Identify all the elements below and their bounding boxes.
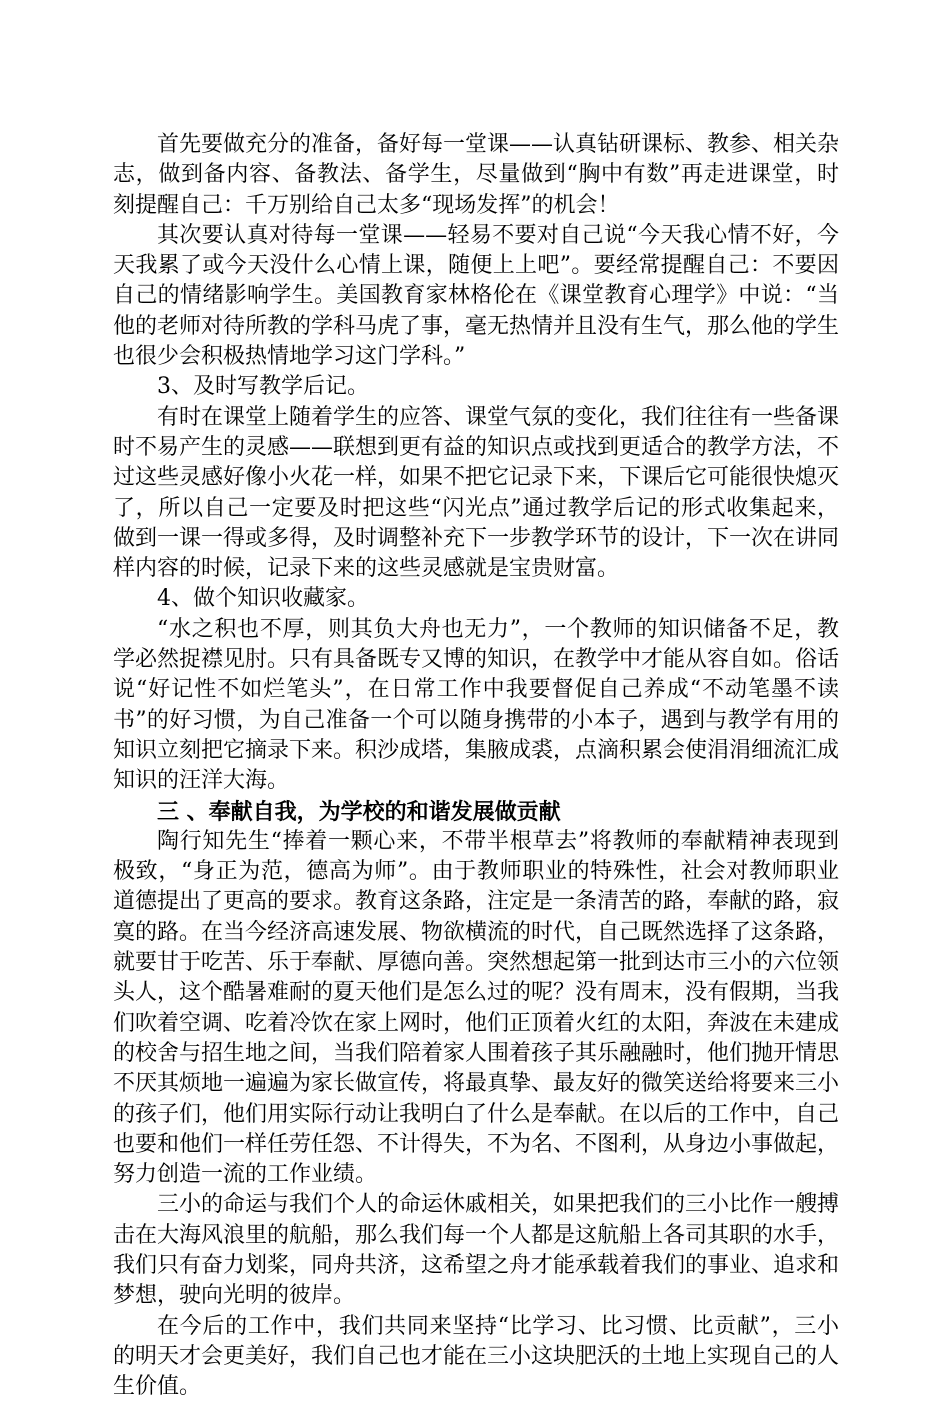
document-page	[113, 130, 839, 1402]
paragraph-inspiration: 有时在课堂上随着学生的应答、课堂气氛的变化，我们往往有一些备课时不易产生的灵感——联想到更有益的知识点或找到更适合的教学方法，不过这些灵感好像小火花一样，如果不把它记录下来，下课后它可能很快熄灭了，所以自己一定要及时把这些“闪光点”通过教学后记的形式收集起来，做到一课一得或多得，及时调整补充下一步教学环节的设计，下一次在讲同样内容的时候，记录下来的这些灵感就是宝贵财富。	[113, 404, 840, 582]
paragraph-item-3: 3、及时写教学后记。	[157, 374, 369, 400]
paragraph-future: 在今后的工作中，我们共同来坚持“比学习、比习惯、比贡献”，三小的明天才会更美好，我们自己也才能在三小这块肥沃的土地上实现自己的人生价值。	[113, 1313, 840, 1400]
paragraph-tao-xingzhi: 陶行知先生“捧着一颗心来，不带半根草去”将教师的奉献精神表现到极致，“身正为范，德高为师”。由于教师职业的特殊性，社会对教师职业道德提出了更高的要求。教育这条路，注定是一条清苦的路，奉献的路，寂寞的路。在当今经济高速发展、物欲横流的时代，自己既然选择了这条路，就要甘于吃苦、乐于奉献、厚德向善。突然想起第一批到达市三小的六位领头人，这个酷暑难耐的夏天他们是怎么过的呢？没有周末，没有假期，当我们吹着空调、吃着冷饮在家上网时，他们正顶着火红的太阳，奔波在未建成的校舍与招生地之间，当我们陪着家人围着孩子其乐融融时，他们抛开情思不厌其烦地一遍遍为家长做宣传，将最真挚、最友好的微笑送给将要来三小的孩子们，他们用实际行动让我明白了什么是奉献。在以后的工作中，自己也要和他们一样任劳任怨、不计得失，不为名、不图利，从身边小事做起，努力创造一流的工作业绩。	[113, 828, 840, 1188]
paragraph-each-lesson: 其次要认真对待每一堂课——轻易不要对自己说“今天我心情不好，今天我累了或今天没什么心情上课，随便上上吧”。要经常提醒自己：不要因自己的情绪影响学生。美国教育家林格伦在《课堂教育心理学》中说：“当他的老师对待所教的学科马虎了事，毫无热情并且没有生气，那么他的学生也很少会积极热情地学习这门学科。”	[113, 222, 840, 370]
paragraph-knowledge: “水之积也不厚，则其负大舟也无力”，一个教师的知识储备不足，教学必然捉襟见肘。只有具备既专又博的知识，在教学中才能从容自如。俗话说“好记性不如烂笔头”，在日常工作中我要督促自己养成“不动笔墨不读书”的好习惯，为自己准备一个可以随身携带的小本子，遇到与教学有用的知识立刻把它摘录下来。积沙成塔，集腋成裘，点滴积累会使涓涓细流汇成知识的汪洋大海。	[113, 616, 840, 794]
paragraph-ship: 三小的命运与我们个人的命运休戚相关，如果把我们的三小比作一艘搏击在大海风浪里的航船，那么我们每一个人都是这航船上各司其职的水手，我们只有奋力划桨，同舟共济，这希望之舟才能承载着我们的事业、追求和梦想，驶向光明的彼岸。	[113, 1192, 840, 1309]
paragraph-item-4: 4、做个知识收藏家。	[157, 586, 369, 612]
paragraph-preparation: 首先要做充分的准备，备好每一堂课——认真钻研课标、教参、相关杂志，做到备内容、备教法、备学生，尽量做到“胸中有数”再走进课堂，时刻提醒自己：千万别给自己太多“现场发挥”的机会！	[113, 132, 840, 218]
section-heading-dedication: 三 、奉献自我，为学校的和谐发展做贡献	[157, 798, 561, 825]
